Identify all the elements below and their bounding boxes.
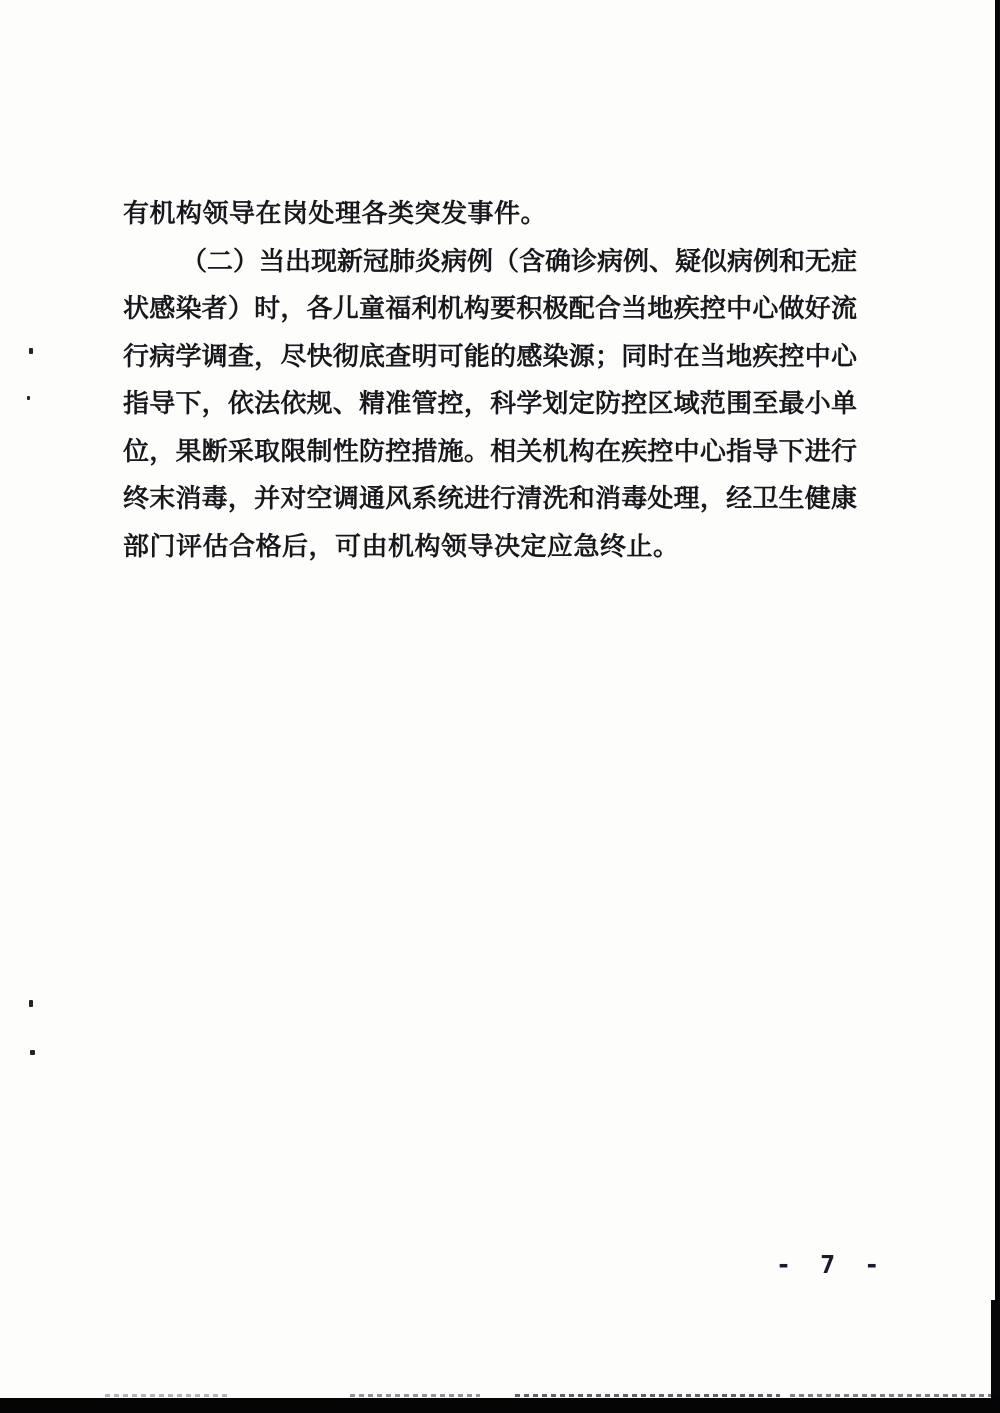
body-line: 终末消毒，并对空调通风系统进行清洗和消毒处理，经卫生健康: [123, 484, 857, 513]
scan-edge-right: [995, 0, 1000, 1413]
body-line: 部门评估合格后，可由机构领导决定应急终止。: [123, 531, 680, 561]
scan-speck: [27, 396, 30, 400]
body-line: 有机构领导在岗处理各类突发事件。: [123, 199, 548, 228]
page-number: - 7 -: [776, 1250, 887, 1279]
scan-speck: [30, 1050, 35, 1055]
body-line: 行病学调查，尽快彻底查明可能的感染源；同时在当地疾控中心: [123, 341, 857, 371]
body-line: （二）当出现新冠肺炎病例（含确诊病例、疑似病例和无症: [181, 246, 858, 276]
scan-noise-line: [105, 1394, 230, 1397]
scan-noise-line: [515, 1394, 780, 1397]
body-line: 位，果断采取限制性防控措施。相关机构在疾控中心指导下进行: [123, 436, 857, 466]
scan-noise-line: [350, 1394, 480, 1397]
scan-edge-right-lower: [991, 1300, 1000, 1413]
scan-speck: [29, 348, 33, 354]
body-line: 指导下，依法依规、精准管控，科学划定防控区域范围至最小单: [123, 389, 857, 418]
scan-noise-line: [790, 1394, 995, 1397]
body-text: [123, 190, 857, 570]
scan-speck: [29, 1000, 33, 1007]
scan-edge-bottom: [0, 1398, 1000, 1413]
body-line: 状感染者）时，各儿童福利机构要积极配合当地疾控中心做好流: [123, 294, 857, 323]
